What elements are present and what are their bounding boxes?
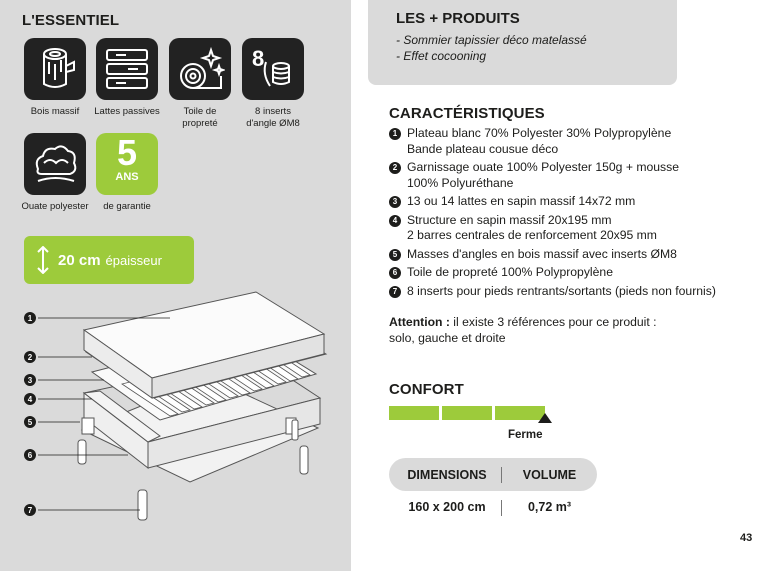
volume-value: 0,72 m³	[527, 500, 572, 514]
attention-text: il existe 3 références pour ce produit :	[449, 315, 657, 329]
carac-number: 3	[389, 196, 401, 208]
carac-number: 5	[389, 249, 401, 261]
volume-header-label: VOLUME	[522, 467, 577, 482]
warranty-badge	[96, 133, 158, 195]
confort-segment	[389, 406, 439, 420]
produits-item-2: - Effet cocooning	[396, 49, 487, 63]
dimensions-value: 160 x 200 cm	[408, 500, 486, 514]
dimensions-header	[389, 458, 597, 491]
callout-5: 5	[27, 418, 33, 427]
carac-item	[389, 213, 769, 244]
fabric-roll-icon	[169, 38, 231, 100]
callout-2: 2	[27, 353, 33, 362]
insert-icon-number: 8	[252, 46, 265, 71]
callout-3: 3	[27, 376, 33, 385]
feature-caption-warranty: de garantie	[103, 201, 151, 212]
produits-item-1: - Sommier tapissier déco matelassé	[396, 33, 587, 47]
feature-caption-inserts: 8 inserts d'angle ØM8	[246, 106, 300, 129]
attention-text-2: solo, gauche et droite	[389, 331, 506, 345]
thickness-badge	[24, 236, 194, 284]
feature-caption-slats: Lattes passives	[94, 106, 160, 117]
carac-line: 100% Polyuréthane	[407, 175, 514, 190]
confort-marker-icon	[538, 413, 552, 423]
warranty-years: 5	[116, 132, 138, 173]
confort-title: CONFORT	[389, 381, 464, 398]
carac-number: 1	[389, 128, 401, 140]
thickness-unit: épaisseur	[105, 252, 162, 268]
vertical-arrow-icon	[36, 246, 50, 274]
carac-item	[389, 247, 769, 263]
carac-line: Bande plateau cousue déco	[407, 141, 559, 156]
slats-icon	[96, 38, 158, 100]
carac-line: Masses d'angles en bois massif avec inserts ØM8	[407, 246, 677, 261]
carac-line: 13 ou 14 lattes en sapin massif 14x72 mm	[407, 194, 636, 208]
confort-scale	[389, 406, 548, 420]
carac-line: Structure en sapin massif 20x195 mm	[407, 212, 612, 227]
carac-number: 7	[389, 286, 401, 298]
caracteristiques-list	[389, 126, 769, 302]
wood-log-icon	[24, 38, 86, 100]
callout-7: 7	[27, 506, 33, 515]
carac-line: Toile de propreté 100% Polypropylène	[407, 265, 613, 279]
carac-line: Plateau blanc 70% Polyester 30% Polypropylène	[407, 126, 672, 140]
carac-item	[389, 265, 769, 281]
carac-line: 8 inserts pour pieds rentrants/sortants (pieds non fournis)	[407, 283, 716, 298]
bed-exploded-diagram	[0, 290, 351, 571]
feature-caption-fabric: Toile de propreté	[182, 106, 218, 129]
confort-level: Ferme	[508, 429, 543, 441]
carac-number: 2	[389, 162, 401, 174]
thickness-value: 20 cm	[58, 251, 101, 269]
dimensions-header-label: DIMENSIONS	[407, 467, 487, 482]
feature-caption-wood: Bois massif	[30, 106, 80, 117]
carac-line: 2 barres centrales de renforcement 20x95 mm	[407, 228, 657, 242]
insert-icon	[242, 38, 304, 100]
callout-4: 4	[27, 395, 33, 404]
attention-note	[389, 314, 749, 346]
carac-item	[389, 284, 769, 300]
carac-item	[389, 160, 769, 191]
callout-1: 1	[27, 314, 33, 323]
cloud-icon	[24, 133, 86, 195]
page-number: 43	[740, 532, 753, 544]
warranty-unit: ANS	[115, 171, 139, 183]
essentiel-title: L'ESSENTIEL	[22, 12, 120, 29]
callout-6: 6	[27, 451, 33, 460]
produits-title: LES + PRODUITS	[396, 10, 520, 27]
carac-item	[389, 126, 769, 157]
carac-line: Garnissage ouate 100% Polyester 150g + mousse	[407, 160, 680, 174]
left-panel	[0, 0, 351, 571]
feature-caption-ouate: Ouate polyester	[21, 201, 89, 212]
carac-number: 4	[389, 215, 401, 227]
confort-segment	[442, 406, 492, 420]
attention-label: Attention :	[389, 315, 450, 329]
dimensions-values	[389, 500, 597, 516]
produits-box	[368, 0, 677, 85]
caracteristiques-title: CARACTÉRISTIQUES	[389, 105, 545, 122]
carac-number: 6	[389, 267, 401, 279]
carac-item	[389, 194, 769, 210]
